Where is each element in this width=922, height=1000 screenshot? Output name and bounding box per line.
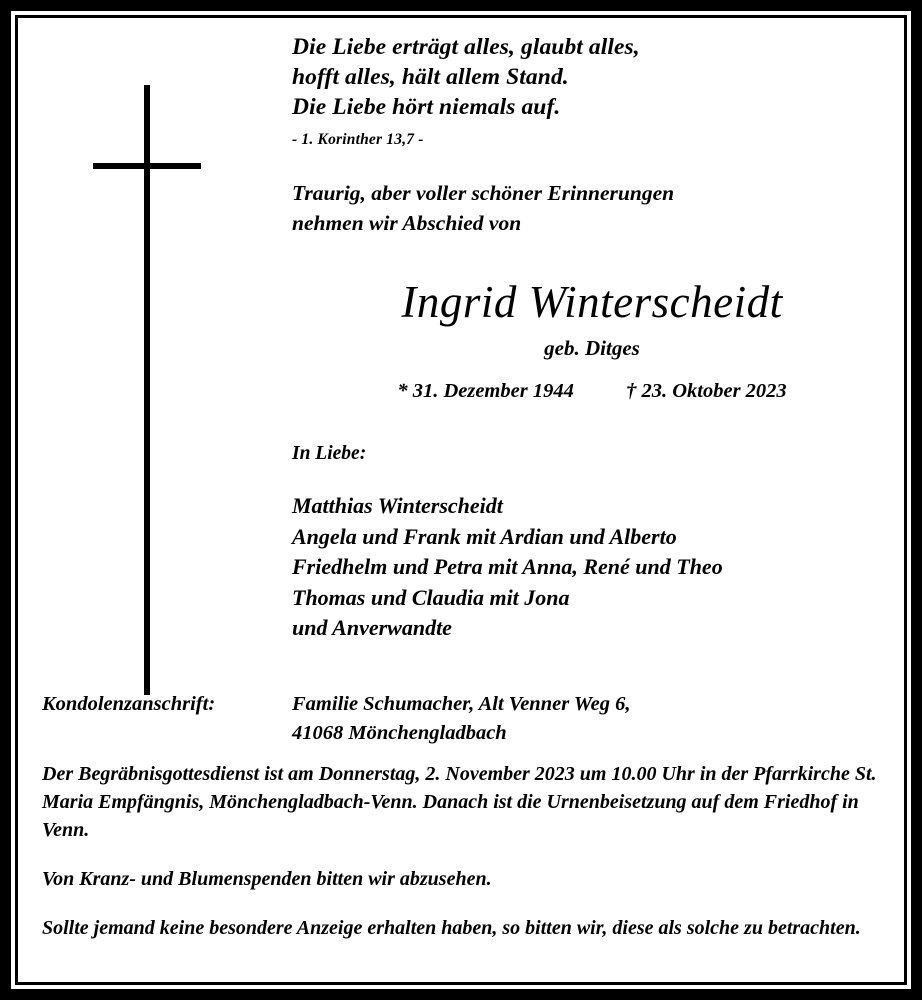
address-line-2: 41068 Mönchengladbach <box>292 722 507 744</box>
upper-text-block <box>292 32 892 644</box>
survivors-list <box>292 491 892 644</box>
intro-line-2: nehmen wir Abschied von <box>292 211 522 235</box>
birth-symbol: * <box>397 380 408 402</box>
intro-line-1: Traurig, aber voller schöner Erinnerungen <box>292 181 675 205</box>
condolence-address-lines <box>292 690 631 748</box>
death-symbol: † <box>626 380 637 402</box>
survivor-line: Friedhelm und Petra mit Anna, René und Theo <box>292 554 723 579</box>
death-date: 23. Oktober 2023 <box>641 380 787 402</box>
verse-attribution: - 1. Korinther 13,7 - <box>292 131 424 148</box>
christian-cross-icon <box>93 85 243 700</box>
survivor-line: und Anverwandte <box>292 615 452 640</box>
survivors-heading: In Liebe: <box>292 443 367 464</box>
funeral-service-paragraph: Der Begräbnisgottesdienst ist am Donnerstag, 2. November 2023 um 10.00 Uhr in der Pfarrkirche St. Maria Empfängnis, Mönchengladbach-Venn. Danach ist die Urnenbeisetzung auf dem Friedhof in Venn. <box>42 763 877 841</box>
notice-content-area <box>18 18 904 982</box>
flowers-paragraph: Von Kranz- und Blumenspenden bitten wir abzusehen. <box>42 868 492 890</box>
intro-text <box>292 178 892 238</box>
survivor-line: Matthias Winterscheidt <box>292 493 503 518</box>
verse-line-1: Die Liebe erträgt alles, glaubt alles, <box>292 34 640 60</box>
address-line-1: Familie Schumacher, Alt Venner Weg 6, <box>292 693 631 715</box>
verse-line-3: Die Liebe hört niemals auf. <box>292 94 561 120</box>
life-dates <box>292 380 892 403</box>
condolence-label: Kondolenzanschrift: <box>42 693 216 715</box>
survivor-line: Thomas und Claudia mit Jona <box>292 584 570 610</box>
birth-date: 31. Dezember 1944 <box>412 380 574 402</box>
verse-line-2: hofft alles, hält allem Stand. <box>292 64 569 90</box>
bible-verse <box>292 32 892 122</box>
closing-paragraph: Sollte jemand keine besondere Anzeige erhalten haben, so bitten wir, diese als solche zu betrachten. <box>42 917 861 939</box>
bottom-paragraphs <box>42 760 888 942</box>
deceased-name: Ingrid Winterscheidt <box>401 277 783 327</box>
survivor-line: Angela und Frank mit Ardian und Alberto <box>292 523 677 549</box>
deceased-maiden-name: geb. Ditges <box>544 336 640 360</box>
